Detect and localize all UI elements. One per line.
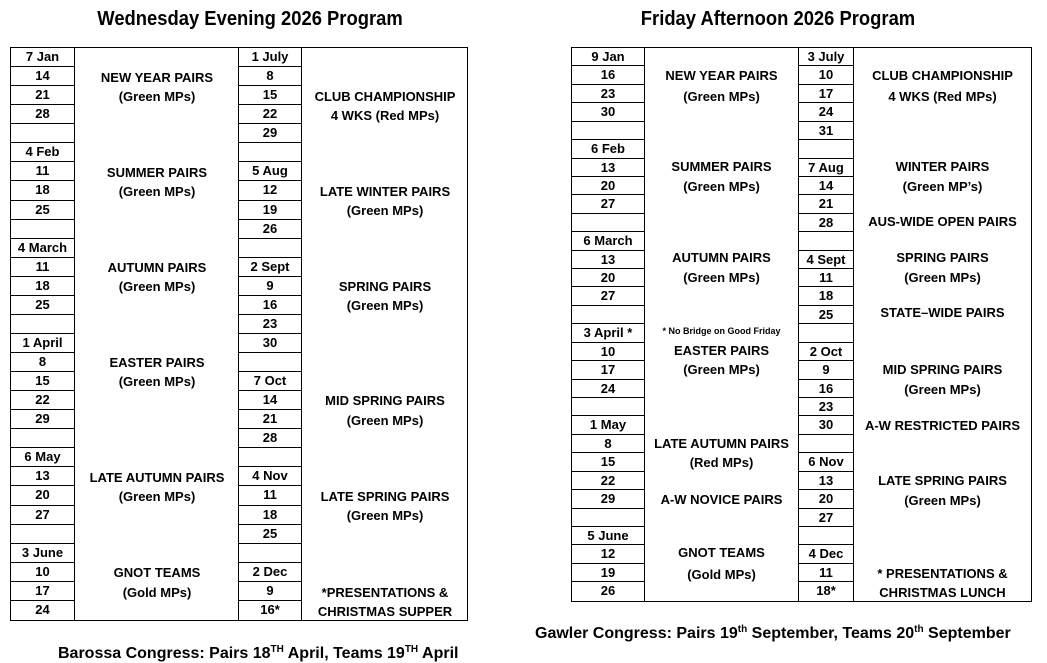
date-cell: 24: [572, 380, 644, 398]
date-cell: 21: [11, 86, 74, 105]
date-cell: 3 July: [799, 48, 853, 66]
event-points: (Green MPs): [904, 270, 981, 285]
date-cell: 10: [572, 343, 644, 361]
event: * PRESENTATIONS &: [877, 566, 1008, 581]
date-cell: 4 Dec: [799, 545, 853, 563]
date-cell: 4 March: [11, 239, 74, 258]
date-cell: 11: [11, 258, 74, 277]
date-cell: 16*: [260, 601, 280, 617]
date-cell: 12: [572, 545, 644, 563]
date-cell: 27: [11, 506, 74, 525]
event: A-W NOVICE PAIRS: [660, 492, 783, 507]
date-cell: 15: [11, 372, 74, 391]
date-cell: 19: [239, 201, 301, 220]
event: NEW YEAR PAIRS: [100, 70, 214, 85]
event: AUTUMN PAIRS: [672, 250, 771, 265]
event: CLUB CHAMPIONSHIP: [872, 68, 1013, 83]
date-cell: 7 Aug: [799, 159, 853, 177]
event-points: 4 WKS (Red MPs): [888, 89, 997, 104]
gawler-congress-note: [535, 624, 1011, 643]
event-points: (Green MPs): [346, 508, 424, 523]
event-points: (Green MPs): [118, 279, 196, 294]
date-cell: 6 Feb: [572, 140, 644, 158]
date-cell: 15: [572, 453, 644, 471]
date-cell: 2 Oct: [799, 343, 853, 361]
date-cell: 13: [799, 472, 853, 490]
date-cell: 30: [572, 103, 644, 121]
date-cell: 9: [239, 582, 301, 601]
empty-date-cell: [239, 143, 301, 162]
event: AUS-WIDE OPEN PAIRS: [868, 214, 1017, 229]
friday-dates-jul-dec: [798, 48, 854, 601]
event-points: 4 WKS (Red MPs): [330, 108, 440, 123]
date-cell: 6 Nov: [799, 453, 853, 471]
date-cell: 15: [239, 86, 301, 105]
event-points: (Green MPs): [118, 374, 196, 389]
event: LATE AUTUMN PAIRS: [654, 436, 789, 451]
footer-text: April, Teams 19: [283, 645, 405, 663]
event: EASTER PAIRS: [673, 343, 770, 358]
date-cell: 7 Oct: [239, 372, 301, 391]
event-points: (Green MPs): [118, 489, 196, 504]
footer-sup: TH: [270, 644, 284, 655]
event-points: (Green MP’s): [902, 179, 983, 194]
date-cell: 23: [799, 398, 853, 416]
date-cell: 16: [239, 296, 301, 315]
date-cell: 1 July: [239, 48, 301, 67]
date-cell: 22: [572, 472, 644, 490]
empty-date-cell: [11, 315, 74, 334]
empty-date-cell: [572, 122, 644, 140]
empty-date-cell: [572, 509, 644, 527]
empty-date-cell: [11, 429, 74, 448]
date-cell: 11: [799, 269, 853, 287]
event-points: (Green MPs): [904, 382, 981, 397]
date-cell: 9 Jan: [572, 48, 644, 66]
date-cell: 4 Sept: [799, 251, 853, 269]
date-cell: 5 June: [572, 527, 644, 545]
date-cell: 23: [239, 315, 301, 334]
empty-date-cell: [572, 398, 644, 416]
friday-program-table: [571, 47, 1032, 602]
date-cell: 3 June: [11, 544, 74, 563]
date-cell: 6 March: [572, 232, 644, 250]
event: LATE SPRING PAIRS: [320, 489, 450, 504]
date-cell: 13: [572, 159, 644, 177]
date-cell: 25: [11, 201, 74, 220]
friday-events-jan-jun: [645, 48, 798, 601]
friday-title: Friday Afternoon 2026 Program: [640, 8, 916, 30]
empty-date-cell: [239, 448, 301, 467]
date-cell: 10: [799, 66, 853, 84]
event-points: (Green MPs): [683, 179, 760, 194]
date-cell: 1 April: [11, 334, 74, 353]
date-cell: 2 Dec: [239, 563, 301, 582]
date-cell: 26: [239, 220, 301, 239]
event: LATE SPRING PAIRS: [878, 473, 1007, 488]
event-points: (Green MPs): [683, 270, 760, 285]
event: SUMMER PAIRS: [106, 165, 208, 180]
date-cell: 11: [799, 564, 853, 582]
footer-sup: th: [737, 624, 748, 635]
footer-text: April: [418, 645, 459, 663]
date-cell: 22: [239, 105, 301, 124]
empty-date-cell: [799, 140, 853, 158]
date-cell: 31: [799, 122, 853, 140]
date-cell: 21: [239, 410, 301, 429]
empty-date-cell: [239, 544, 301, 563]
date-cell: 3 April *: [572, 324, 644, 342]
date-cell: 25: [239, 525, 301, 544]
date-cell: 21: [799, 195, 853, 213]
event-points: (Green MPs): [118, 184, 196, 199]
event-points: CHRISTMAS SUPPER: [317, 604, 453, 619]
footer-sup: th: [914, 624, 924, 635]
event: MID SPRING PAIRS: [882, 362, 1003, 377]
event: CLUB CHAMPIONSHIP: [314, 89, 456, 104]
event: A-W RESTRICTED PAIRS: [864, 418, 1021, 433]
date-cell: 18: [11, 181, 74, 200]
footer-text: September: [923, 625, 1011, 643]
date-cell: 14: [11, 67, 74, 86]
date-cell: 17: [799, 85, 853, 103]
date-cell: 18: [11, 277, 74, 296]
date-cell: 16: [572, 66, 644, 84]
date-cell: 20: [11, 486, 74, 505]
date-cell: 20: [799, 490, 853, 508]
date-cell: 12: [239, 181, 301, 200]
friday-events-jul-dec: [853, 48, 1032, 601]
date-cell: 28: [239, 429, 301, 448]
date-cell: 13: [11, 467, 74, 486]
date-cell: 8: [11, 353, 74, 372]
date-cell: 17: [572, 361, 644, 379]
date-cell: 18*: [816, 583, 836, 599]
event-points: CHRISTMAS LUNCH: [879, 585, 1006, 600]
date-cell: 19: [572, 564, 644, 582]
wednesday-dates-jan-jun: [10, 48, 75, 620]
empty-date-cell: [11, 220, 74, 239]
event: *PRESENTATIONS &: [321, 585, 449, 600]
date-cell: 25: [11, 296, 74, 315]
event-points: (Green MPs): [346, 203, 424, 218]
friday-dates-jan-jun: [571, 48, 645, 601]
empty-date-cell: [11, 525, 74, 544]
date-cell: 26: [600, 583, 616, 599]
date-cell: 24: [799, 103, 853, 121]
date-cell: 17: [11, 582, 74, 601]
empty-date-cell: [572, 306, 644, 324]
date-cell: 4 Feb: [11, 143, 74, 162]
wednesday-program-table: [10, 47, 468, 621]
empty-date-cell: [11, 124, 74, 143]
event: AUTUMN PAIRS: [107, 260, 207, 275]
date-cell: 27: [572, 287, 644, 305]
date-cell: 8: [239, 67, 301, 86]
footer-sup: TH: [404, 644, 419, 655]
event-points: (Red MPs): [689, 455, 754, 470]
event-points: (Green MPs): [118, 89, 196, 104]
date-cell: 14: [239, 391, 301, 410]
event-points: (Green MPs): [346, 413, 424, 428]
date-cell: 16: [799, 380, 853, 398]
empty-date-cell: [239, 353, 301, 372]
date-cell: 10: [11, 563, 74, 582]
empty-date-cell: [799, 232, 853, 250]
date-cell: 11: [11, 162, 74, 181]
event: MID SPRING PAIRS: [325, 393, 445, 408]
event-points: (Green MPs): [683, 89, 760, 104]
event: SUMMER PAIRS: [671, 159, 772, 174]
date-cell: 9: [799, 361, 853, 379]
wednesday-title: Wednesday Evening 2026 Program: [97, 8, 403, 30]
date-cell: 28: [11, 105, 74, 124]
event: SPRING PAIRS: [338, 279, 432, 294]
event-points: (Green MPs): [904, 493, 981, 508]
date-cell: 30: [239, 334, 301, 353]
date-cell: 20: [572, 177, 644, 195]
event: STATE–WIDE PAIRS: [880, 305, 1005, 320]
event: EASTER PAIRS: [109, 355, 205, 370]
event: GNOT TEAMS: [678, 545, 765, 560]
footer-text: Barossa Congress: Pairs 18: [58, 645, 271, 663]
empty-date-cell: [799, 435, 853, 453]
wednesday-events-jan-jun: [75, 48, 239, 620]
event: SPRING PAIRS: [896, 250, 989, 265]
wednesday-events-jul-dec: [302, 48, 468, 620]
date-cell: 27: [572, 195, 644, 213]
event-points: (Gold MPs): [122, 585, 192, 600]
date-cell: 29: [239, 124, 301, 143]
date-cell: 28: [799, 214, 853, 232]
date-cell: 13: [572, 251, 644, 269]
event: WINTER PAIRS: [895, 159, 990, 174]
date-cell: 1 May: [572, 416, 644, 434]
event-points: (Green MPs): [346, 298, 424, 313]
wednesday-dates-jul-dec: [238, 48, 302, 620]
footer-text: Gawler Congress: Pairs 19: [535, 625, 738, 643]
date-cell: 29: [572, 490, 644, 508]
date-cell: 27: [799, 509, 853, 527]
date-cell: 20: [572, 269, 644, 287]
date-cell: 18: [799, 287, 853, 305]
date-cell: 9: [239, 277, 301, 296]
date-cell: 7 Jan: [11, 48, 74, 67]
date-cell: 4 Nov: [239, 467, 301, 486]
event: LATE WINTER PAIRS: [319, 184, 451, 199]
empty-date-cell: [239, 239, 301, 258]
event: NEW YEAR PAIRS: [665, 68, 778, 83]
date-cell: 5 Aug: [239, 162, 301, 181]
date-cell: 6 May: [11, 448, 74, 467]
good-friday-note: * No Bridge on Good Friday: [662, 326, 781, 336]
date-cell: 30: [799, 416, 853, 434]
date-cell: 29: [11, 410, 74, 429]
date-cell: 11: [239, 486, 301, 505]
date-cell: 23: [572, 85, 644, 103]
date-cell: 24: [35, 601, 50, 617]
date-cell: 14: [799, 177, 853, 195]
event-points: (Green MPs): [683, 362, 760, 377]
event-points: (Gold MPs): [687, 567, 756, 582]
event: LATE AUTUMN PAIRS: [89, 470, 225, 485]
barossa-congress-note: [58, 644, 458, 663]
footer-text: September, Teams 20: [747, 625, 915, 643]
date-cell: 22: [11, 391, 74, 410]
date-cell: 18: [239, 506, 301, 525]
event: GNOT TEAMS: [113, 565, 201, 580]
empty-date-cell: [799, 324, 853, 342]
empty-date-cell: [572, 214, 644, 232]
date-cell: 2 Sept: [239, 258, 301, 277]
date-cell: 8: [572, 435, 644, 453]
empty-date-cell: [799, 527, 853, 545]
date-cell: 25: [799, 306, 853, 324]
